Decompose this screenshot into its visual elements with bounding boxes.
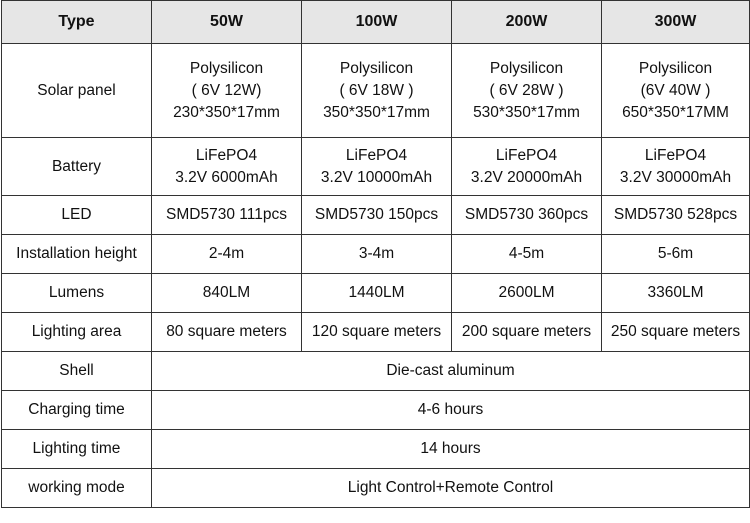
cell-solar-panel-50w xyxy=(152,44,302,138)
cell-solar-panel-300w xyxy=(602,44,750,138)
cell-battery-100w xyxy=(302,138,452,196)
solar-type: Polysilicon xyxy=(339,59,414,77)
row-label-led: LED xyxy=(2,196,152,235)
row-label-installation-height: Installation height xyxy=(2,235,152,274)
table-row-charging-time xyxy=(2,391,750,430)
cell-installation-height-50w: 2-4m xyxy=(152,235,302,274)
table-row-working-mode xyxy=(2,469,750,508)
row-label-lumens: Lumens xyxy=(2,274,152,313)
cell-battery-50w xyxy=(152,138,302,196)
cell-led-300w: SMD5730 528pcs xyxy=(602,196,750,235)
table-row-lumens xyxy=(2,274,750,313)
cell-shell-value: Die-cast aluminum xyxy=(152,352,750,391)
cell-led-100w: SMD5730 150pcs xyxy=(302,196,452,235)
table-row-lighting-area xyxy=(2,313,750,352)
cell-solar-panel-100w xyxy=(302,44,452,138)
battery-capacity: 3.2V 10000mAh xyxy=(320,168,433,186)
solar-size: 650*350*17MM xyxy=(622,103,729,121)
row-label-battery: Battery xyxy=(2,138,152,196)
battery-capacity: 3.2V 6000mAh xyxy=(175,168,278,186)
spec-table xyxy=(1,0,750,508)
header-100w: 100W xyxy=(302,1,452,44)
battery-type: LiFePO4 xyxy=(495,146,558,164)
solar-type: Polysilicon xyxy=(189,59,264,77)
battery-capacity: 3.2V 20000mAh xyxy=(470,168,583,186)
solar-size: 230*350*17mm xyxy=(173,103,280,121)
cell-installation-height-100w: 3-4m xyxy=(302,235,452,274)
cell-installation-height-200w: 4-5m xyxy=(452,235,602,274)
solar-spec: (6V 40W ) xyxy=(640,81,711,99)
table-row-lighting-time xyxy=(2,430,750,469)
solar-size: 530*350*17mm xyxy=(473,103,580,121)
row-label-shell: Shell xyxy=(2,352,152,391)
cell-lighting-area-100w: 120 square meters xyxy=(302,313,452,352)
cell-lighting-area-200w: 200 square meters xyxy=(452,313,602,352)
cell-lumens-100w: 1440LM xyxy=(302,274,452,313)
cell-charging-time-value: 4-6 hours xyxy=(152,391,750,430)
solar-type: Polysilicon xyxy=(638,59,713,77)
row-label-lighting-area: Lighting area xyxy=(2,313,152,352)
battery-type: LiFePO4 xyxy=(644,146,707,164)
solar-size: 350*350*17mm xyxy=(323,103,430,121)
battery-capacity: 3.2V 30000mAh xyxy=(619,168,732,186)
battery-type: LiFePO4 xyxy=(195,146,258,164)
row-label-charging-time: Charging time xyxy=(2,391,152,430)
cell-lumens-300w: 3360LM xyxy=(602,274,750,313)
header-300w: 300W xyxy=(602,1,750,44)
cell-led-50w: SMD5730 111pcs xyxy=(152,196,302,235)
solar-spec: ( 6V 28W ) xyxy=(489,81,564,99)
table-row-battery xyxy=(2,138,750,196)
table-row-shell xyxy=(2,352,750,391)
solar-spec: ( 6V 12W) xyxy=(191,81,262,99)
table-row-solar-panel xyxy=(2,44,750,138)
cell-lighting-area-300w: 250 square meters xyxy=(602,313,750,352)
header-row xyxy=(2,1,750,44)
row-label-lighting-time: Lighting time xyxy=(2,430,152,469)
cell-lumens-50w: 840LM xyxy=(152,274,302,313)
table-row-installation-height xyxy=(2,235,750,274)
cell-solar-panel-200w xyxy=(452,44,602,138)
row-label-solar-panel: Solar panel xyxy=(2,44,152,138)
header-50w: 50W xyxy=(152,1,302,44)
row-label-working-mode: working mode xyxy=(2,469,152,508)
cell-lighting-area-50w: 80 square meters xyxy=(152,313,302,352)
solar-type: Polysilicon xyxy=(489,59,564,77)
cell-installation-height-300w: 5-6m xyxy=(602,235,750,274)
cell-battery-300w xyxy=(602,138,750,196)
solar-spec: ( 6V 18W ) xyxy=(339,81,414,99)
cell-led-200w: SMD5730 360pcs xyxy=(452,196,602,235)
cell-lumens-200w: 2600LM xyxy=(452,274,602,313)
header-type: Type xyxy=(2,1,152,44)
table-row-led xyxy=(2,196,750,235)
battery-type: LiFePO4 xyxy=(345,146,408,164)
header-200w: 200W xyxy=(452,1,602,44)
cell-working-mode-value: Light Control+Remote Control xyxy=(152,469,750,508)
cell-lighting-time-value: 14 hours xyxy=(152,430,750,469)
cell-battery-200w xyxy=(452,138,602,196)
